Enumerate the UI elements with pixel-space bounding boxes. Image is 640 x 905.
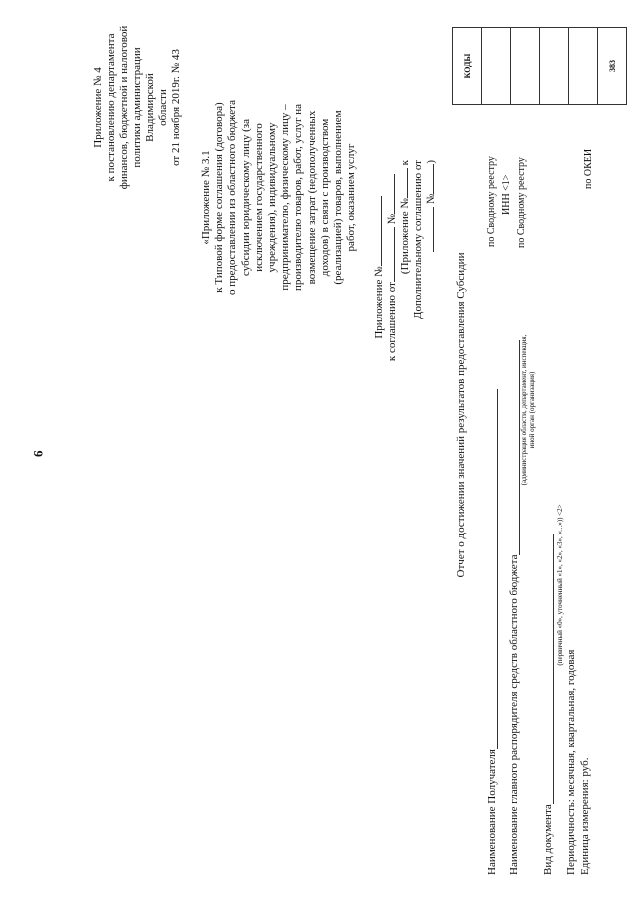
agreement-line: №): [425, 160, 438, 375]
code-cell-registry-1: [482, 28, 511, 105]
form-ref-line: производителю товаров, работ, услуг на: [292, 103, 305, 292]
form-ref-line: «Приложение № 3.1: [200, 150, 212, 245]
code-cell-okei: 383: [598, 28, 627, 105]
recipient-field: Наименование Получателя: [486, 389, 498, 875]
agreement-line: Дополнительному соглашению от: [412, 160, 424, 320]
form-ref-line: к Типовой форме соглашения (договора): [213, 102, 226, 293]
doc-type-field: Вид документа: [542, 534, 554, 875]
agreement-line: (Приложение № к: [399, 160, 411, 275]
appendix-header: [92, 25, 183, 190]
doc-type-caption: (первичный «0», уточненный «1», «2», «3», «...»)) <2>: [556, 504, 564, 666]
form-ref-line: возмещение затрат (недополученных: [305, 110, 318, 285]
form-ref-line: (реализацией) товаров, выполнением: [332, 110, 345, 285]
code-cell-empty: [569, 28, 598, 105]
registry-label-2: по Сводному реестру: [516, 157, 527, 248]
agreement-line: к соглашению от №: [386, 160, 399, 375]
form-ref-line: предпринимателю, физическому лицу –: [279, 104, 292, 291]
registry-label-1: по Сводному реестру: [486, 156, 497, 247]
form-ref-line: работ, оказанием услуг: [345, 143, 358, 252]
form-ref-line: о предоставлении из областного бюджета: [226, 99, 239, 296]
form-ref-line: субсидии юридическому лицу (за: [239, 119, 252, 276]
periodicity-field: Периодичность: месячная, квартальная, годовая: [565, 649, 577, 875]
unit-field: Единица измерения: руб.: [579, 757, 591, 875]
appendix-line: политики администрации Владимирской: [131, 47, 156, 168]
appendix-line: Приложение № 4: [92, 67, 104, 148]
appendix-line: финансов, бюджетной и налоговой: [118, 25, 130, 190]
form-ref-line: учреждения), индивидуальному: [266, 122, 279, 273]
agreement-line: Приложение №: [373, 160, 386, 375]
okei-label: по ОКЕИ: [583, 148, 594, 189]
form-ref-line: доходов) в связи с производством: [318, 118, 331, 277]
report-title: Отчет о достижении значений результатов предоставления Субсидии: [455, 252, 467, 578]
code-cell-registry-2: [540, 28, 569, 105]
codes-table: [452, 27, 627, 105]
code-cell-inn: [511, 28, 540, 105]
page-number: 9: [31, 450, 46, 457]
inn-label: ИНН <1>: [501, 174, 512, 215]
agreement-reference: [373, 160, 438, 375]
appendix-line: области: [157, 89, 169, 126]
main-manager-caption: (администрация области, департамент, инспекция, иной орган (организация): [520, 334, 536, 486]
form-ref-line: исключением государственного: [252, 123, 265, 272]
appendix-line: к постановлению департамента: [105, 33, 117, 182]
form-reference: [200, 50, 358, 345]
main-manager-field: Наименование главного распорядителя средств областного бюджета: [508, 340, 520, 875]
appendix-line: от 21 ноября 2019г. № 43: [170, 49, 182, 166]
codes-header: КОДЫ: [453, 28, 482, 105]
